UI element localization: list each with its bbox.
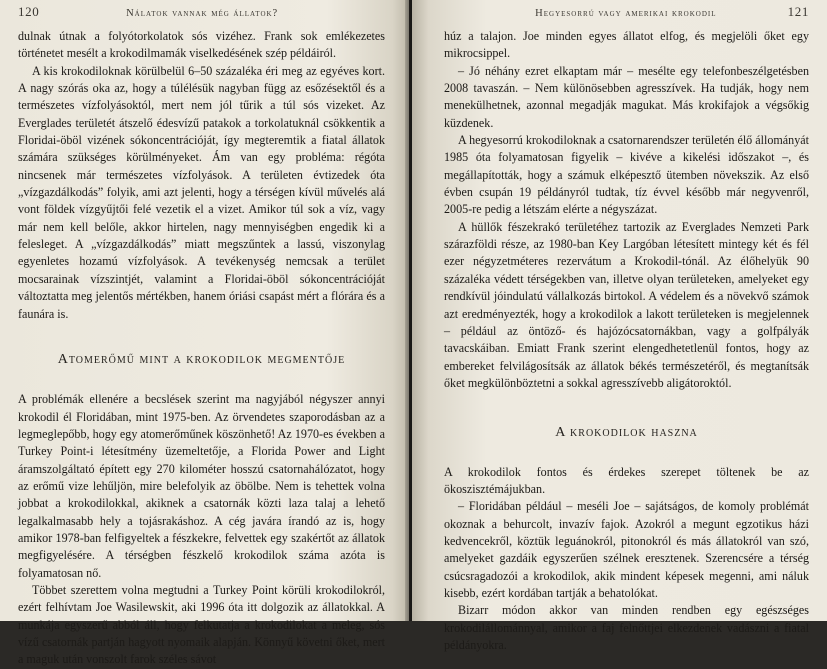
paragraph: A hegyesorrú krokodiloknak a csatornarendszer területén élő állományát 1985 óta folyamatosan figyelik – kivéve a kikelési időszakot –, és megállapították, hogy a számuk elképesztő ütemben növekszik. Az első évben csupán 19 példányról tudtak, tíz évvel később már negyvenről, 2005-re pedig a létszám elérte a négyszázat. xyxy=(444,133,809,217)
paragraph: – Floridában például – meséli Joe – sajátságos, de komoly problémát okoznak a behurcolt, invazív fajok. Azokról a megunt egzotikus házi kedvencekről, köztük leguánokról, pitonokról és más állatokról van szó, amelyeket gazdáik egyszerűen szélnek eresztenek. Szerencsére a térség csúcsragadozói a krokodilok, akik mindent képesek megenni, ami náluk kisebb, ezért kordában tartják a behatolókat. xyxy=(444,499,809,600)
left-page-header xyxy=(18,0,385,28)
left-page-body xyxy=(18,28,385,669)
paragraph: Többet szerettem volna megtudni a Turkey Point körüli krokodilokról, ezért felhívtam Joe Wasilewskit, aki 1996 óta itt dolgozik az állatokkal. A munkája egyszerű abból áll, hogy felkutatja a krokodilokat a meleg, sós vízű csatornák partján hagyott nyomaik alapján. Könnyű követni őket, mert a maguk után vonszolt farok széles sávot xyxy=(18,582,385,667)
right-page xyxy=(412,0,827,652)
right-page-body xyxy=(444,28,809,654)
page-number: 121 xyxy=(787,4,809,19)
running-title: Nálatok vannak még állatok? xyxy=(126,8,279,19)
paragraph: A krokodilok fontos és érdekes szerepet töltenek be az ökoszisztémájukban. xyxy=(444,464,809,496)
paragraph: – Jó néhány ezret elkaptam már – mesélte egy telefonbeszélgetésben 2008 tavaszán. – Nem különösebben agresszívek. Ha tudják, hogy nem menekülhetnek, azonnal megadják magukat. Más krokifajok a végsőkig küzdenek. xyxy=(444,63,809,130)
page-number: 120 xyxy=(18,4,40,19)
left-page xyxy=(0,0,409,667)
paragraph: A problémák ellenére a becslések szerint ma nagyjából négyszer annyi krokodil él Floridában, mint 1975-ben. Az örvendetes szaporodásban az a legmeglepőbb, hogy egy atomerőműnek köszönhető! Az 1970-es években a Turkey Point-i létesítmény üzemeltetője, a Florida Power and Light áramszolgáltató épített egy 270 kilométer hosszú csatornahálózatot, hogy az erőmű vize lehűljön, mire belefolyik az öbölbe. Nem is tehettek volna jobbat a krokodilokkal, akiknek a csatornák közti laza talaj a lehető legalkalmasabb hely a tojásrakáshoz. A cég javára írandó az is, hogy amikor 1978-ban felfigyeltek a fészkekre, felvettek egy szakértőt az állatok megfigyelésére. A térségben fészkelő krokodilok száma azóta is folyamatosan nő. xyxy=(18,392,385,580)
paragraph: A kis krokodiloknak körülbelül 6–50 százaléka éri meg az egyéves kort. A nagy szórás oka az, hogy a túlélésük nagyban függ az esőzésektől és a természetes vízfolyásoktól, mert nem jól tűrik a túl sós vizeket. Az Everglades területét átszelő édesvízű patakok a torkolatuknál csökkentik a Floridai-öböl vizének sókoncentrációját, így megteremtik a fiatal állatok számára szükséges körülményeket. Ám van egy probléma: régóta nincsenek már természetes vízfolyások. A területen évtizedek óta „vízgazdálkodás” folyik, ami azt jelenti, hogy a térségen kívül művelés alá vont földek vízgyűjtői felé vezetik el a vizet. Amikor túl sok a víz, vagy már nem kell belőle, akkor hirtelen, nagy mennyiségben engedik ki a felesleget. A „vízgazdálkodás” miatt megszűntek a lassú, viszonylag egyenletes hozamú vízfolyások. A tevékenység nemcsak a terület mocsarainak vízszintjét, valamint a Floridai-öböl sókoncentrációját változtatta meg jelentős mértékben, hanem óriási csapást mért a flórára és a faunára is. xyxy=(18,63,385,321)
paragraph: dulnak útnak a folyótorkolatok sós vizéhez. Frank sok emlékezetes történetet mesélt a krokodilmamák viselkedésének szép példáiról. xyxy=(18,29,385,61)
section-heading: Atomerőmű mint a krokodilok megmentője xyxy=(57,351,346,367)
paragraph: húz a talajon. Joe minden egyes állatot elfog, és megjelöli őket egy mikrocsippel. xyxy=(444,29,809,61)
running-title: Hegyesorrú vagy amerikai krokodil xyxy=(535,8,717,19)
paragraph: A hüllők fészekrakó területéhez tartozik az Everglades Nemzeti Park szárazföldi része, az 1980-ban Key Largóban létesített mintegy két és fél ezer négyzetméteres rezervátum a Krokodil-tónál. Az élőhelyük 90 százaléka védett térségekben van, illetve olyan területeken, amelyeket egy rendkívül jóindulatú vállalkozás birtokol. A védelem és a növekvő számok azt eredményezték, hogy a krokodilok a lakott területeken is megjelennek – például az öntöző- és hajózócsatornákban, vagy a golfpályák tavacskáiban. Emiatt Frank szerint elengedhetetlenül fontos, hogy az embereket felvilágosítsák az állatok békés természetéről, és megtanítsák őket megkülönböztetni a sokkal agresszívebb aligátoroktól. xyxy=(444,219,809,390)
section-heading: A krokodilok haszna xyxy=(555,425,698,441)
right-page-header xyxy=(444,0,809,28)
paragraph: Bizarr módon akkor van minden rendben egy egészséges krokodilállománnyal, amikor a faj felnőttjei elkezdenek vadászni a fiatal példányokra. xyxy=(444,603,809,652)
